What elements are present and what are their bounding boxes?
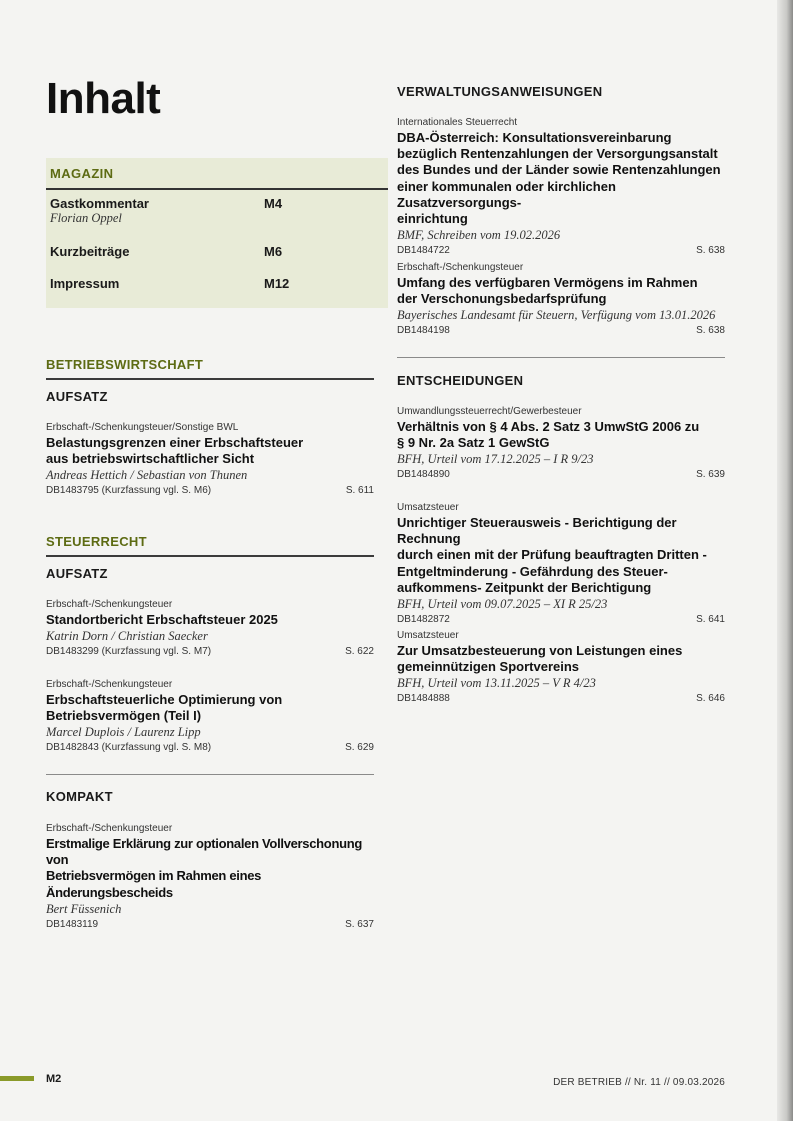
footer-journal-info: DER BETRIEB // Nr. 11 // 09.03.2026: [553, 1077, 725, 1088]
entry-db-number: DB1482872: [397, 614, 450, 626]
magazin-item-impressum[interactable]: [50, 276, 290, 291]
entry-db-number: DB1482843 (Kurzfassung vgl. S. M8): [46, 742, 212, 754]
entry-category: Erbschaft-/Schenkungsteuer/Sonstige BWL: [46, 422, 239, 433]
entry-db-number: DB1483119: [46, 918, 99, 930]
entry-category: Erbschaft-/Schenkungsteuer: [46, 823, 173, 834]
entry-title-line: DBA-Österreich: Konsultationsvereinbarung: [397, 130, 672, 145]
entry-title-line: Verhältnis von § 4 Abs. 2 Satz 3 UmwStG 2006 zu: [397, 419, 700, 434]
entry-page: S. 638: [696, 325, 725, 337]
entry-author: BFH, Urteil vom 17.12.2025 – I R 9/23: [397, 452, 594, 467]
toc-entry[interactable]: [46, 678, 374, 756]
entry-meta: [397, 612, 725, 628]
entry-category: Erbschaft-/Schenkungsteuer: [46, 679, 173, 690]
entry-meta: [46, 917, 374, 933]
entry-author: Katrin Dorn / Christian Saecker: [46, 629, 208, 644]
toc-entry[interactable]: [397, 405, 725, 483]
entry-db-number: DB1484198: [397, 325, 450, 337]
entry-author: Bert Füssenich: [46, 901, 122, 916]
magazin-item-label: Impressum: [50, 276, 120, 291]
magazin-item-gastkommentar[interactable]: [50, 196, 290, 226]
entry-meta: [46, 644, 374, 660]
toc-entry[interactable]: [397, 261, 725, 339]
entry-author: BMF, Schreiben vom 19.02.2026: [397, 228, 561, 243]
entry-db-number: DB1484888: [397, 693, 450, 705]
entry-author: BFH, Urteil vom 09.07.2025 – XI R 25/23: [397, 597, 608, 612]
entry-category: Erbschaft-/Schenkungsteuer: [397, 262, 524, 273]
entry-title-line: Standortbericht Erbschaftsteuer 2025: [46, 612, 278, 627]
page-edge-shadow: [777, 0, 793, 1121]
toc-entry[interactable]: [397, 116, 725, 259]
magazin-item-author: Florian Oppel: [50, 211, 122, 225]
entry-meta: [397, 691, 725, 707]
entry-category: Umsatzsteuer: [397, 630, 459, 641]
entry-title-line: des Bundes und der Länder sowie Rentenzahlungen: [397, 162, 721, 178]
entry-page: S. 611: [345, 485, 374, 497]
page-title: Inhalt: [46, 74, 161, 123]
entry-page: S. 637: [345, 918, 374, 930]
footer-accent-bar: [0, 1076, 34, 1081]
magazin-box: [46, 158, 388, 308]
entry-category: Erbschaft-/Schenkungsteuer: [46, 599, 173, 610]
entry-meta: [46, 740, 374, 756]
entry-page: S. 622: [345, 646, 374, 658]
entry-title-line: Erstmalige Erklärung zur optionalen Vollverschonung von: [46, 836, 363, 868]
entry-meta: [397, 243, 725, 259]
entry-title-line: Betriebsvermögen (Teil I): [46, 708, 202, 724]
entry-author: Marcel Duplois / Laurenz Lipp: [46, 725, 201, 740]
section-heading-betriebswirtschaft: BETRIEBSWIRTSCHAFT: [46, 357, 204, 372]
entry-title-line: Belastungsgrenzen einer Erbschaftsteuer: [46, 435, 304, 450]
magazin-item-label: Kurzbeiträge: [50, 244, 130, 259]
entry-title-line: Unrichtiger Steuerausweis - Berichtigung der Rechnung: [397, 515, 677, 547]
magazin-heading: MAGAZIN: [46, 158, 388, 190]
entry-page: S. 646: [696, 693, 725, 705]
section-divider: [397, 357, 725, 358]
entry-title-line: Erbschaftsteuerliche Optimierung von: [46, 692, 283, 707]
entry-title-line: Zur Umsatzbesteuerung von Leistungen eines: [397, 643, 683, 658]
toc-entry[interactable]: [397, 629, 725, 707]
entry-title-line: Umfang des verfügbaren Vermögens im Rahmen: [397, 275, 698, 290]
toc-entry[interactable]: [397, 501, 725, 628]
entry-author: BFH, Urteil vom 13.11.2025 – V R 4/23: [397, 676, 596, 691]
entry-db-number: DB1483795 (Kurzfassung vgl. S. M6): [46, 485, 212, 497]
entry-author: Bayerisches Landesamt für Steuern, Verfügung vom 13.01.2026: [397, 308, 716, 323]
magazin-item-page: M12: [264, 276, 290, 291]
entry-category: Umwandlungssteuerrecht/Gewerbesteuer: [397, 406, 582, 417]
entry-title-line: gemeinnützigen Sportvereins: [397, 659, 580, 675]
entry-title-line: einrichtung: [397, 211, 468, 227]
toc-entry[interactable]: [46, 822, 374, 933]
toc-entry[interactable]: [46, 421, 374, 499]
magazin-item-page: M4: [264, 196, 283, 211]
entry-meta: [46, 483, 374, 499]
entry-title-line: bezüglich Rentenzahlungen der Versorgungsanstalt: [397, 146, 718, 162]
toc-entry[interactable]: [46, 598, 374, 660]
entry-meta: [397, 323, 725, 339]
entry-title-line: aus betriebswirtschaftlicher Sicht: [46, 451, 255, 467]
subsection-heading-aufsatz: AUFSATZ: [46, 389, 108, 404]
entry-title-line: aufkommens- Zeitpunkt der Berichtigung: [397, 579, 652, 595]
entry-title-line: Betriebsvermögen im Rahmen eines Änderungsbescheids: [46, 868, 262, 900]
footer-page-number: M2: [46, 1073, 62, 1085]
section-rule: [46, 378, 374, 380]
entry-page: S. 641: [696, 614, 725, 626]
magazin-item-label: Gastkommentar: [50, 196, 149, 211]
magazin-item-page: M6: [264, 244, 283, 259]
entry-page: S. 629: [345, 742, 374, 754]
section-heading-verwaltungsanweisungen: VERWALTUNGSANWEISUNGEN: [397, 84, 603, 99]
magazin-item-kurzbeitraege[interactable]: [50, 244, 290, 259]
entry-title-line: durch einen mit der Prüfung beauftragten Dritten -: [397, 547, 707, 563]
entry-page: S. 639: [696, 469, 725, 481]
entry-author: Andreas Hettich / Sebastian von Thunen: [46, 468, 248, 483]
entry-category: Internationales Steuerrecht: [397, 117, 518, 128]
section-heading-entscheidungen: ENTSCHEIDUNGEN: [397, 373, 524, 388]
subsection-heading-aufsatz: AUFSATZ: [46, 566, 108, 581]
entry-db-number: DB1484722: [397, 245, 450, 257]
entry-title-line: Entgeltminderung - Gefährdung des Steuer-: [397, 563, 668, 579]
entry-meta: [397, 467, 725, 483]
entry-db-number: DB1484890: [397, 469, 450, 481]
entry-title-line: § 9 Nr. 2a Satz 1 GewStG: [397, 435, 550, 451]
entry-category: Umsatzsteuer: [397, 502, 459, 513]
section-heading-kompakt: KOMPAKT: [46, 789, 113, 804]
entry-db-number: DB1483299 (Kurzfassung vgl. S. M7): [46, 646, 212, 658]
entry-title-line: der Verschonungsbedarfsprüfung: [397, 291, 607, 307]
section-rule: [46, 555, 374, 557]
entry-page: S. 638: [696, 245, 725, 257]
section-heading-steuerrecht: STEUERRECHT: [46, 534, 147, 549]
section-divider: [46, 774, 374, 775]
entry-title-line: einer kommunalen oder kirchlichen Zusatzversorgungs-: [397, 178, 616, 210]
